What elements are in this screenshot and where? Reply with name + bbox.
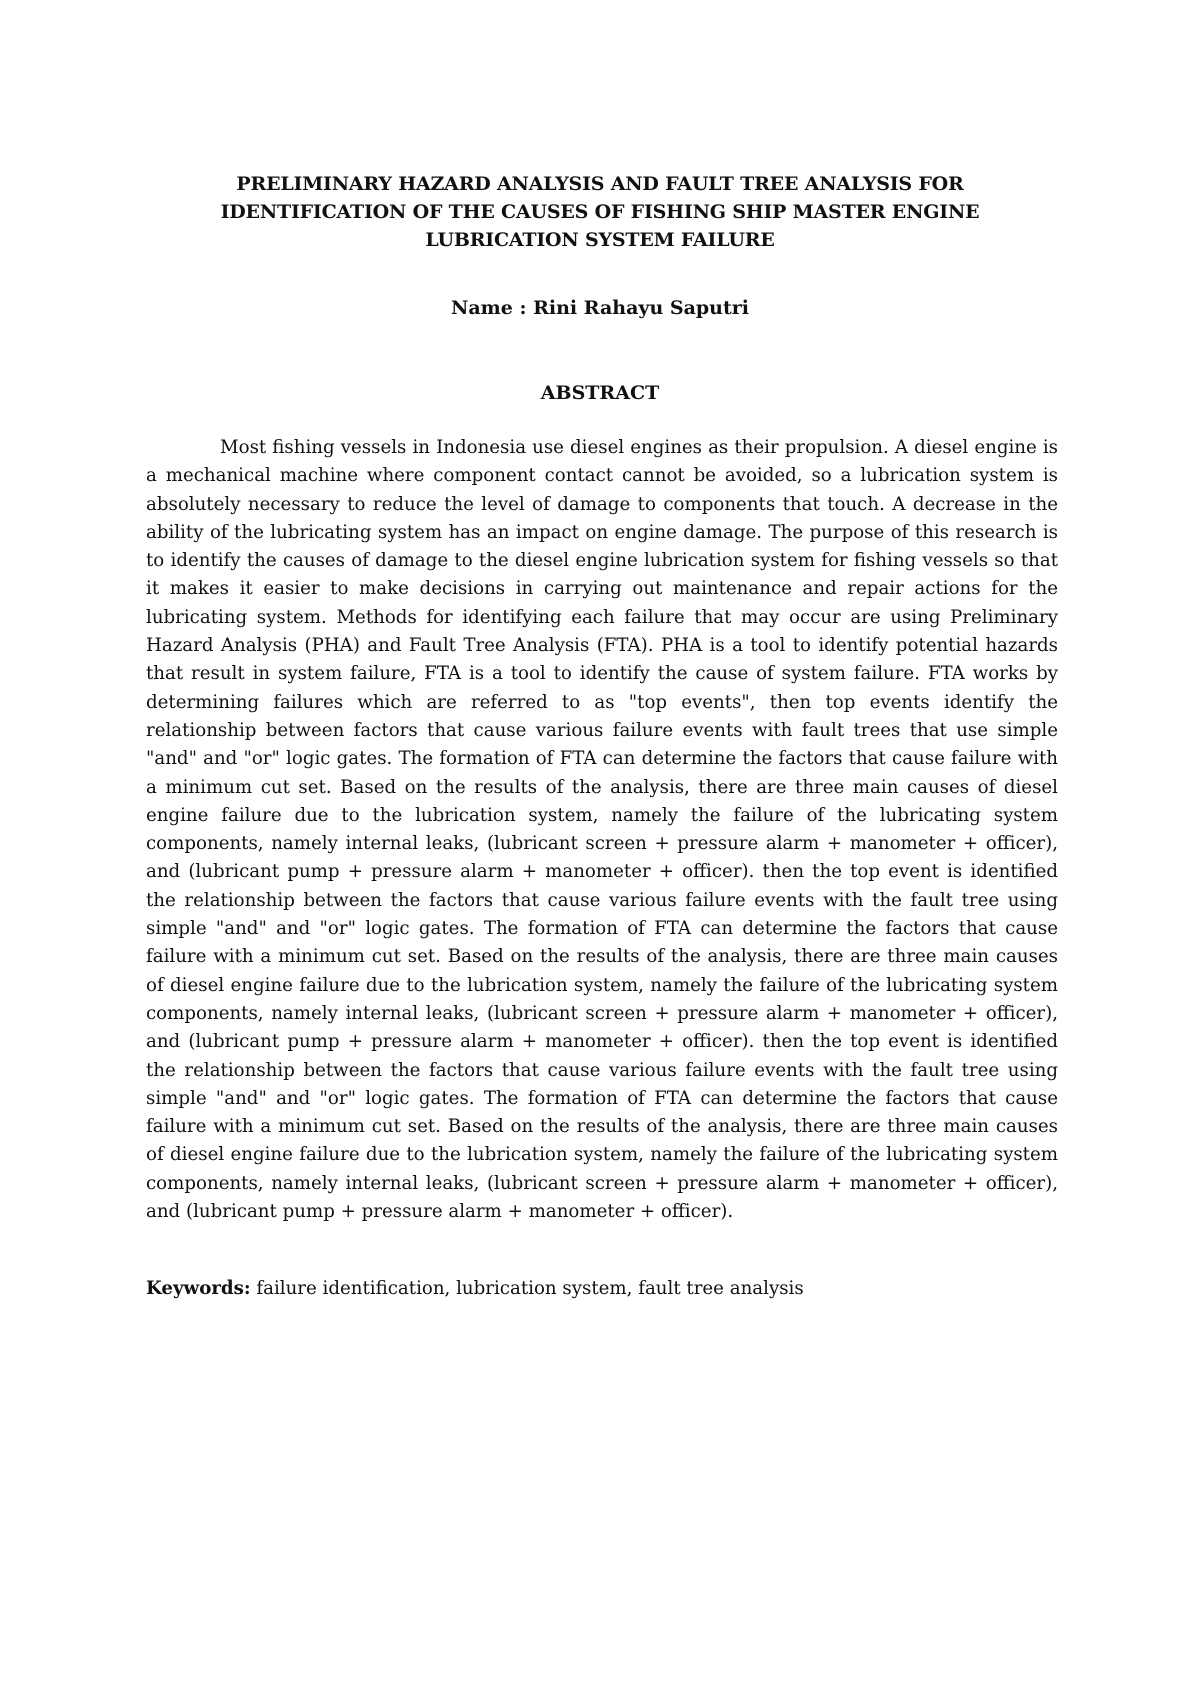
- keywords-line: [146, 1275, 1058, 1303]
- title-line: PRELIMINARY HAZARD ANALYSIS AND FAULT TREE ANALYSIS FOR: [236, 173, 964, 195]
- keywords-text: failure identification, lubrication system, fault tree analysis: [250, 1278, 804, 1299]
- abstract-body: Most fishing vessels in Indonesia use diesel engines as their propulsion. A diesel engine is a mechanical machine where component contact cannot be avoided, so a lubrication system is absolutely necessary to reduce the level of damage to components that touch. A decrease in the ability of the lubricating system has an impact on engine damage. The purpose of this research is to identify the causes of damage to the diesel engine lubrication system for fishing vessels so that it makes it easier to make decisions in carrying out maintenance and repair actions for the lubricating system. Methods for identifying each failure that may occur are using Preliminary Hazard Analysis (PHA) and Fault Tree Analysis (FTA). PHA is a tool to identify potential hazards that result in system failure, FTA is a tool to identify the cause of system failure. FTA works by determining failures which are referred to as "top events", then top events identify the relationship between factors that cause various failure events with fault trees that use simple "and" and "or" logic gates. The formation of FTA can determine the factors that cause failure with a minimum cut set. Based on the results of the analysis, there are three main causes of diesel engine failure due to the lubrication system, namely the failure of the lubricating system components, namely internal leaks, (lubricant screen + pressure alarm + manometer + officer), and (lubricant pump + pressure alarm + manometer + officer). then the top event is identified the relationship between the factors that cause various failure events with the fault tree using simple "and" and "or" logic gates. The formation of FTA can determine the factors that cause failure with a minimum cut set. Based on the results of the analysis, there are three main causes of diesel engine failure due to the lubrication system, namely the failure of the lubricating system components, namely internal leaks, (lubricant screen + pressure alarm + manometer + officer), and (lubricant pump + pressure alarm + manometer + officer). then the top event is identified the relationship between the factors that cause various failure events with the fault tree using simple "and" and "or" logic gates. The formation of FTA can determine the factors that cause failure with a minimum cut set. Based on the results of the analysis, there are three main causes of diesel engine failure due to the lubrication system, namely the failure of the lubricating system components, namely internal leaks, (lubricant screen + pressure alarm + manometer + officer), and (lubricant pump + pressure alarm + manometer + officer).: [146, 437, 1058, 1223]
- abstract-heading: ABSTRACT: [540, 382, 660, 404]
- paper-title: [140, 170, 1060, 254]
- keywords-label: Keywords:: [146, 1278, 251, 1299]
- title-line: LUBRICATION SYSTEM FAILURE: [425, 229, 775, 251]
- author-name: Name : Rini Rahayu Saputri: [450, 297, 750, 319]
- title-line: IDENTIFICATION OF THE CAUSES OF FISHING SHIP MASTER ENGINE: [220, 201, 980, 223]
